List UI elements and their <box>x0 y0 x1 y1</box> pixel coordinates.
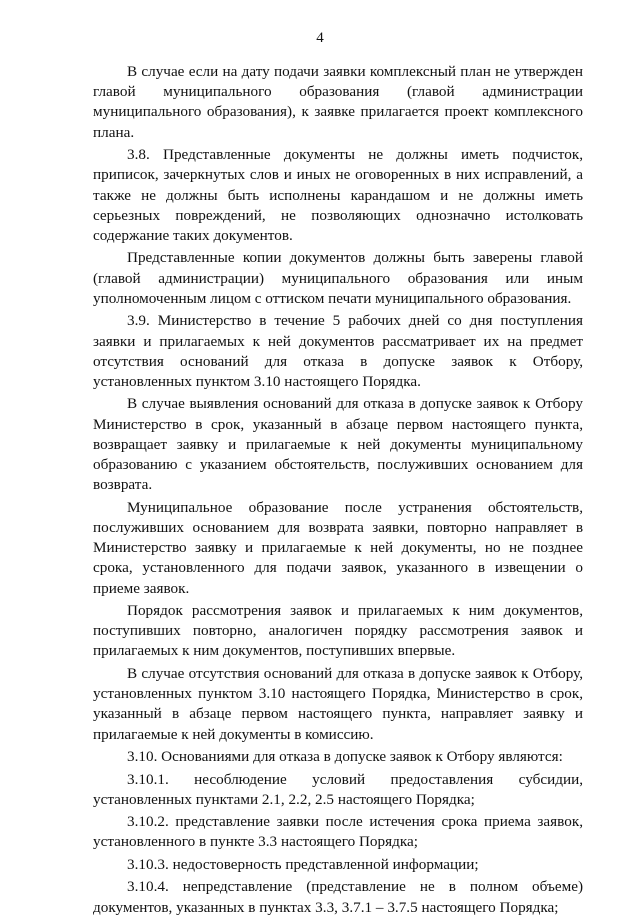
paragraph-resubmission-order: Порядок рассмотрения заявок и прилагаемых к ним документов, поступивших повторно, аналогичен порядку рассмотрения заявок и прилагаемых к ним документов, поступивших впервые. <box>93 602 583 660</box>
paragraph-3-10-1: 3.10.1. несоблюдение условий предоставления субсидии, установленных пунктами 2.1, 2.2, 2.5 настоящего Порядка; <box>93 770 583 808</box>
paragraph-3-10-2: 3.10.2. представление заявки после истечения срока приема заявок, установленного в пункте 3.3 настоящего Порядка; <box>93 813 583 851</box>
paragraph-forward-to-commission: В случае отсутствия оснований для отказа в допуске заявок к Отбору, установленных пунктом 3.10 настоящего Порядка, Министерство в срок, указанный в абзаце первом настоящего пункта, направляет заявку и прилагаемые к ней документы в комиссию. <box>93 664 583 743</box>
paragraph-3-9: 3.9. Министерство в течение 5 рабочих дней со дня поступления заявки и прилагаемых к ней документов рассматривает их на предмет отсутствия оснований для отказа в допуске заявок к Отбору, установленных пунктом 3.10 настоящего Порядка. <box>93 312 583 390</box>
paragraph-comprehensive-plan: В случае если на дату подачи заявки комплексный план не утвержден главой муниципального образования (главой администрации муниципального образования), к заявке прилагается проект комплексного плана. <box>93 63 583 141</box>
paragraph-3-10-3: 3.10.3. недостоверность представленной информации; <box>127 855 479 873</box>
document-body <box>93 62 583 920</box>
paragraph-3-8: 3.8. Представленные документы не должны иметь подчисток, приписок, зачеркнутых слов и иных не оговоренных в них исправлений, а также не должны быть исполнены карандашом и не должны иметь серьезных повреждений, не позволяющих однозначно истолковать содержание таких документов. <box>93 146 583 244</box>
paragraph-resubmission: Муниципальное образование после устранения обстоятельств, послуживших основанием для возврата заявки, повторно направляет в Министерство заявку и прилагаемые к ней документы, но не позднее срока, установленного для подачи заявок, указанного в извещении о приеме заявок. <box>93 498 583 597</box>
paragraph-copies-certification: Представленные копии документов должны быть заверены главой (главой администрации) муниципального образования или иным уполномоченным лицом с оттиском печати муниципального образования. <box>93 249 583 307</box>
page-number: 4 <box>316 30 324 46</box>
paragraph-3-10: 3.10. Основаниями для отказа в допуске заявок к Отбору являются: <box>127 748 563 766</box>
paragraph-refusal-return: В случае выявления оснований для отказа в допуске заявок к Отбору Министерство в срок, указанный в абзаце первом настоящего пункта, возвращает заявку и прилагаемые к ней документы муниципальному образованию с указанием обстоятельств, послуживших основанием для возврата. <box>93 395 583 494</box>
paragraph-3-10-4: 3.10.4. непредставление (представление не в полном объеме) документов, указанных в пунктах 3.3, 3.7.1 – 3.7.5 настоящего Порядка; <box>93 878 583 916</box>
